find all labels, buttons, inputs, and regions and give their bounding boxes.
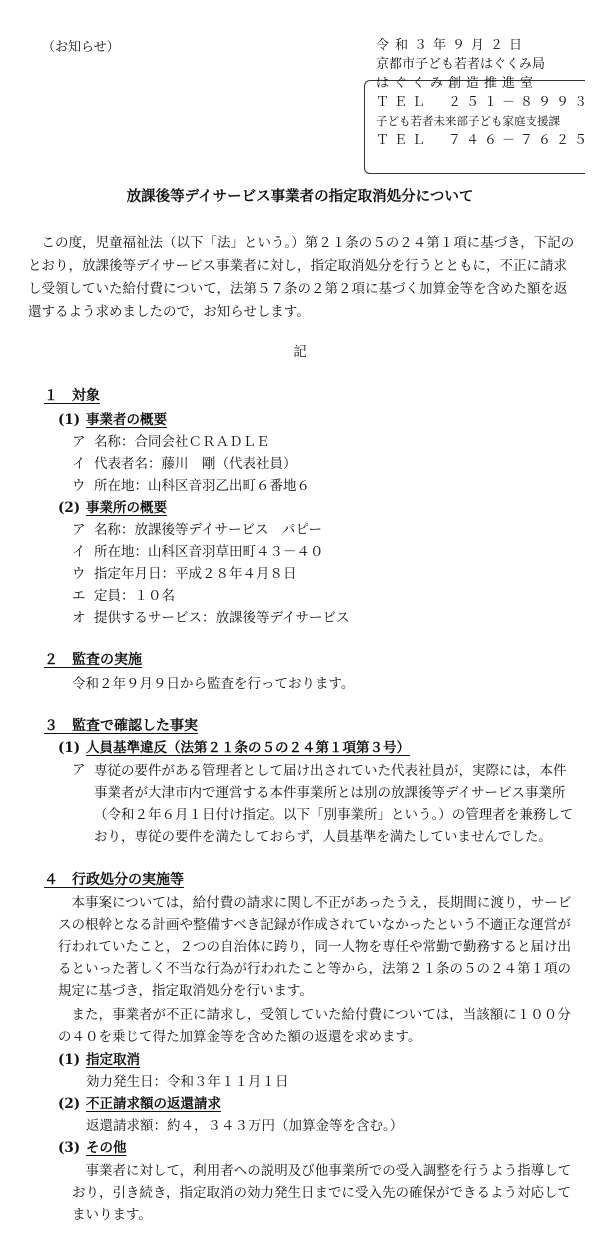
section-4-heading: ４ 行政処分の実施等 <box>44 872 184 888</box>
intro-paragraph: この度，児童福祉法（以下「法」という。）第２１条の５の２４第１項に基づき，下記のとおり，放課後等デイサービス事業者に対し，指定取消処分を行うとともに，不正に請求し受領していた給付費について，法第５７条の２第２項に基づく加算金等を含めた額を返還するよう求めましたので，お知らせします。 <box>28 235 575 320</box>
item-marker: ウ <box>72 478 86 494</box>
section-4-3-heading <box>58 1138 127 1158</box>
section-3-1-body: 専従の要件がある管理者として届け出されていた代表社員が，実際には，本件事業者が大津市内で運営する本件事業所とは別の放課後等デイサービス事業所（令和２年６月１日付け指定。以下「別事業所」という。）の管理者を兼務しており，専従の要件を満たしておらず，人員基準を満たしていませんでした。 <box>94 763 574 845</box>
list-item <box>72 454 297 474</box>
item-text: 代表者名：藤川 剛（代表社員） <box>94 456 297 472</box>
section-4-body-1: 本事案については，給付費の請求に関し不正があったうえ，長期間に渡り，サービスの根幹となる計画や整備すべき記録が作成されていなかったという不適正な運営が行われていたこと，２つの自治体に跨り，同一人物を専任や常勤で勤務すると届け出るといった著しく不当な行為が行われたこと等から，法第２１条の５の２４第１項の規定に基づき，指定取消処分を行います。 <box>58 895 572 999</box>
section-1-1-heading <box>58 410 167 430</box>
sender-block <box>376 36 592 150</box>
office-name: はぐくみ創造推進室 <box>376 76 539 91</box>
list-item <box>72 542 324 562</box>
item-marker: ウ <box>72 566 86 582</box>
section-4-3-title: その他 <box>86 1140 127 1156</box>
section-4-1-title: 指定取消 <box>86 1052 140 1068</box>
section-4-2-heading <box>58 1094 221 1114</box>
section-4-3-body: 事業者に対して，利用者への説明及び他事業所での受入調整を行うよう指導しており，引き続き，指定取消の効力発生日までに受入先の確保ができるよう対応してまいります。 <box>72 1163 572 1223</box>
item-marker: エ <box>72 588 86 604</box>
section-4-1-number: (1) <box>58 1052 81 1068</box>
item-text: 所在地：山科区音羽草田町４３－４０ <box>94 544 324 560</box>
item-text: 所在地：山科区音羽乙出町６番地６ <box>94 478 310 494</box>
section-1-2-heading <box>58 498 167 518</box>
item-text: 定員：１０名 <box>94 588 175 604</box>
list-item <box>72 586 175 606</box>
list-item <box>72 520 322 540</box>
ki-heading: 記 <box>293 344 307 360</box>
section-4-3-number: (3) <box>58 1140 81 1156</box>
office-phone: ＴＥＬ ２５１－８９９３ <box>376 95 593 110</box>
list-item <box>72 564 297 584</box>
item-marker: ア <box>72 434 86 450</box>
section-1-heading: １ 対象 <box>44 388 100 404</box>
item-text: 提供するサービス：放課後等デイサービス <box>94 610 350 626</box>
item-text: 指定年月日：平成２８年４月８日 <box>94 566 297 582</box>
section-4-body-2: また，事業者が不正に請求し，受領していた給付費については，当該額に１００分の４０を乗じて得た加算金等を含めた額の返還を求めます。 <box>58 1007 571 1045</box>
item-marker: ア <box>72 522 86 538</box>
section-3-1-marker: ア <box>72 762 86 778</box>
item-text: 名称：合同会社ＣＲＡＤＬＥ <box>94 434 270 450</box>
list-item <box>72 608 350 628</box>
notice-label: （お知らせ） <box>42 40 120 55</box>
division-phone: ＴＥＬ ７４６－７６２５ <box>376 133 593 148</box>
item-marker: イ <box>72 456 86 472</box>
division-name: 子ども若者未来部子ども家庭支援課 <box>376 114 560 128</box>
item-text: 名称：放課後等デイサービス パピー <box>94 522 323 538</box>
document-title: 放課後等デイサービス事業者の指定取消処分について <box>126 188 474 205</box>
section-4-1-body: 効力発生日：令和３年１１月１日 <box>86 1074 289 1090</box>
section-1-1-number: (1) <box>58 412 81 428</box>
issue-date: 令和３年９月２日 <box>376 38 529 53</box>
section-3-1-number: (1) <box>58 740 81 756</box>
section-3-1-title: 人員基準違反（法第２１条の５の２４第１項第３号） <box>86 740 410 756</box>
section-3-heading: ３ 監査で確認した事実 <box>44 718 198 734</box>
section-1-2-title: 事業所の概要 <box>86 500 167 516</box>
section-4-1-heading <box>58 1050 140 1070</box>
item-marker: イ <box>72 544 86 560</box>
section-1-2-number: (2) <box>58 500 81 516</box>
item-marker: オ <box>72 610 86 626</box>
section-1-1-title: 事業者の概要 <box>86 412 167 428</box>
section-2-heading: ２ 監査の実施 <box>44 652 142 668</box>
section-4-2-number: (2) <box>58 1096 81 1112</box>
section-2-body: 令和２年９月９日から監査を行っております。 <box>72 676 355 692</box>
section-3-1-heading <box>58 738 410 758</box>
list-item <box>72 432 270 452</box>
section-4-2-title: 不正請求額の返還請求 <box>86 1096 221 1112</box>
section-4-2-body: 返還請求額：約４，３４３万円（加算金等を含む。） <box>86 1118 404 1134</box>
department-name: 京都市子ども若者はぐくみ局 <box>376 57 546 72</box>
list-item <box>72 476 310 496</box>
